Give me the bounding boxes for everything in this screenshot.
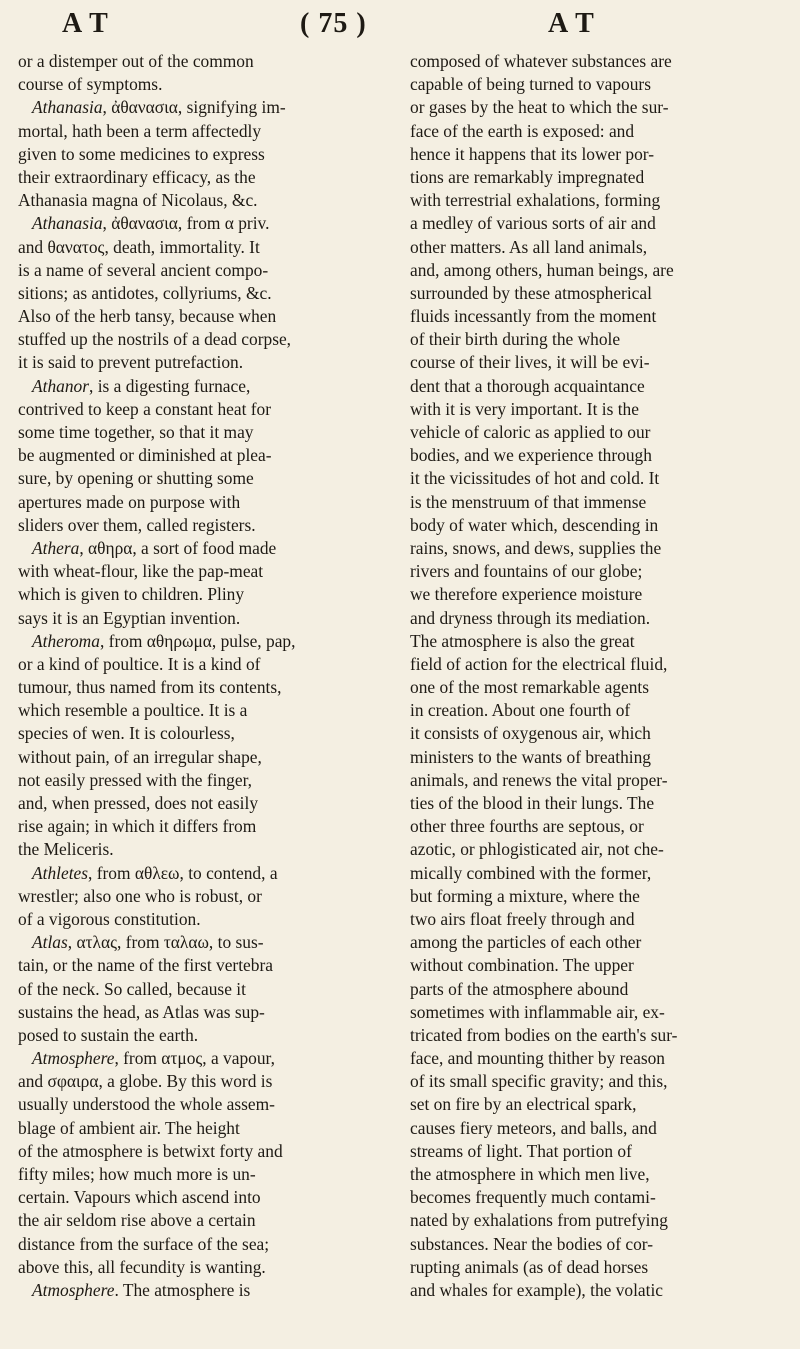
right-column-line: fluids incessantly from the moment bbox=[410, 306, 657, 327]
right-column-line: substances. Near the bodies of cor- bbox=[410, 1233, 654, 1254]
right-column-line: ties of the blood in their lungs. The bbox=[410, 793, 655, 813]
left-column-line: be augmented or diminished at plea- bbox=[18, 445, 272, 466]
left-column-line: and σφαιρα, a globe. By this word is bbox=[18, 1071, 273, 1092]
right-column-line: composed of whatever substances are bbox=[410, 51, 672, 71]
right-column-line: body of water which, descending in bbox=[410, 514, 659, 535]
left-column-line: wrestler; also one who is robust, or bbox=[18, 885, 262, 906]
left-column-line: Athletes, from αθλεω, to contend, a bbox=[32, 862, 278, 883]
left-column-line: and θανατος, death, immortality. It bbox=[18, 236, 260, 257]
right-column-line: and, among others, human beings, are bbox=[410, 259, 674, 280]
left-column-line: Athera, αθηρα, a sort of food made bbox=[32, 537, 277, 558]
right-column-line: azotic, or phlogisticated air, not che- bbox=[410, 839, 664, 860]
right-column-line: capable of being turned to vapours bbox=[410, 74, 651, 95]
right-column-line: one of the most remarkable agents bbox=[410, 677, 650, 698]
left-column-line: sitions; as antidotes, collyriums, &c. bbox=[18, 282, 272, 303]
left-column-line: which is given to children. Pliny bbox=[18, 584, 245, 605]
left-column-line: distance from the surface of the sea; bbox=[18, 1233, 270, 1254]
left-column-line: posed to sustain the earth. bbox=[18, 1024, 199, 1045]
left-column-line: sustains the head, as Atlas was sup- bbox=[18, 1001, 265, 1022]
left-column-line: and, when pressed, does not easily bbox=[18, 793, 259, 813]
left-column-line: contrived to keep a constant heat for bbox=[18, 398, 272, 419]
running-head-left: A T bbox=[62, 8, 109, 39]
left-column-line: with wheat-flour, like the pap-meat bbox=[18, 561, 264, 582]
right-column-line: parts of the atmosphere abound bbox=[410, 978, 629, 999]
left-column-line: fifty miles; how much more is un- bbox=[18, 1164, 256, 1184]
left-column-line: Athanor, is a digesting furnace, bbox=[32, 375, 251, 396]
right-column-line: two airs float freely through and bbox=[410, 908, 635, 929]
right-column-line: it consists of oxygenous air, which bbox=[410, 723, 651, 744]
running-head bbox=[0, 8, 800, 42]
right-column-line: course of their lives, it will be evi- bbox=[410, 352, 650, 373]
right-column-line: of their birth during the whole bbox=[410, 329, 621, 350]
left-column-line: Also of the herb tansy, because when bbox=[18, 306, 277, 327]
right-column-line: surrounded by these atmospherical bbox=[410, 282, 652, 303]
left-column-line: usually understood the whole assem- bbox=[18, 1094, 275, 1115]
right-column-line: vehicle of caloric as applied to our bbox=[410, 422, 651, 442]
left-column-line: sliders over them, called registers. bbox=[18, 514, 256, 535]
right-column-line: hence it happens that its lower por- bbox=[410, 143, 655, 164]
left-text-column bbox=[18, 50, 394, 1302]
left-column-line: Athanasia, ἀθανασια, from α priv. bbox=[32, 213, 270, 234]
right-column-line: ministers to the wants of breathing bbox=[410, 746, 652, 767]
left-column-line: Atlas, ατλας, from ταλαω, to sus- bbox=[32, 932, 264, 953]
right-column-line: animals, and renews the vital proper- bbox=[410, 769, 668, 790]
right-column-line: field of action for the electrical fluid, bbox=[410, 653, 668, 674]
right-column-line: mically combined with the former, bbox=[410, 862, 652, 883]
left-column-line: blage of ambient air. The height bbox=[18, 1117, 240, 1138]
right-column-line: and whales for example), the volatic bbox=[410, 1279, 664, 1300]
right-column-line: dent that a thorough acquaintance bbox=[410, 375, 645, 396]
left-column-line: some time together, so that it may bbox=[18, 422, 254, 442]
left-column-line: sure, by opening or shutting some bbox=[18, 468, 254, 489]
right-column-line: we therefore experience moisture bbox=[410, 584, 643, 605]
left-column-line: given to some medicines to express bbox=[18, 143, 265, 164]
right-column-line: the atmosphere in which men live, bbox=[410, 1164, 650, 1184]
right-column-line: bodies, and we experience through bbox=[410, 445, 652, 466]
right-column-line: rains, snows, and dews, supplies the bbox=[410, 537, 662, 558]
left-column-line: it is said to prevent putrefaction. bbox=[18, 352, 244, 373]
left-column-line: or a distemper out of the common bbox=[18, 51, 254, 71]
left-column-line: Athanasia magna of Nicolaus, &c. bbox=[18, 190, 258, 211]
right-column-line: is the menstruum of that immense bbox=[410, 491, 647, 512]
left-column-line: Atmosphere. The atmosphere is bbox=[32, 1279, 251, 1300]
right-column-line: The atmosphere is also the great bbox=[410, 630, 635, 651]
running-head-right: A T bbox=[548, 8, 595, 39]
left-column-line: certain. Vapours which ascend into bbox=[18, 1187, 261, 1208]
right-column-line: it the vicissitudes of hot and cold. It bbox=[410, 468, 660, 489]
left-column-line: the Meliceris. bbox=[18, 839, 114, 860]
left-column-line: tumour, thus named from its contents, bbox=[18, 677, 282, 698]
right-column-line: tions are remarkably impregnated bbox=[410, 166, 645, 187]
left-column-line: mortal, hath been a term affectedly bbox=[18, 120, 262, 141]
left-column-line: species of wen. It is colourless, bbox=[18, 723, 235, 744]
right-column-line: and dryness through its mediation. bbox=[410, 607, 651, 628]
right-column-line: set on fire by an electrical spark, bbox=[410, 1094, 637, 1115]
left-column-line: the air seldom rise above a certain bbox=[18, 1210, 256, 1231]
left-column-line: stuffed up the nostrils of a dead corpse, bbox=[18, 329, 292, 350]
left-column-line: rise again; in which it differs from bbox=[18, 816, 257, 837]
left-column-line: of the neck. So called, because it bbox=[18, 978, 246, 999]
right-text-column bbox=[410, 50, 786, 1302]
right-column-line: a medley of various sorts of air and bbox=[410, 213, 656, 234]
right-column-line: but forming a mixture, where the bbox=[410, 885, 640, 906]
left-column-line: apertures made on purpose with bbox=[18, 491, 241, 512]
right-column-line: other three fourths are septous, or bbox=[410, 816, 644, 837]
left-column-line: Athanasia, ἀθανασια, signifying im- bbox=[32, 97, 286, 118]
right-column-line: tricated from bodies on the earth's sur- bbox=[410, 1024, 678, 1045]
left-column-line: Atmosphere, from ατμος, a vapour, bbox=[32, 1048, 275, 1069]
left-column-line: of the atmosphere is betwixt forty and bbox=[18, 1140, 283, 1161]
right-column-line: with terrestrial exhalations, forming bbox=[410, 190, 661, 211]
right-column-line: sometimes with inflammable air, ex- bbox=[410, 1001, 665, 1022]
right-column-line: among the particles of each other bbox=[410, 932, 642, 953]
left-column-line: their extraordinary efficacy, as the bbox=[18, 166, 256, 187]
left-column-line: of a vigorous constitution. bbox=[18, 908, 201, 929]
right-column-line: causes fiery meteors, and balls, and bbox=[410, 1117, 657, 1138]
left-column-line: Atheroma, from αθηρωμα, pulse, pap, bbox=[32, 630, 296, 651]
right-column-line: other matters. As all land animals, bbox=[410, 236, 648, 257]
right-column-line: becomes frequently much contami- bbox=[410, 1187, 656, 1208]
right-column-line: nated by exhalations from putrefying bbox=[410, 1210, 668, 1231]
right-column-line: with it is very important. It is the bbox=[410, 398, 639, 419]
left-column-line: without pain, of an irregular shape, bbox=[18, 746, 262, 767]
left-column-line: tain, or the name of the first vertebra bbox=[18, 955, 273, 976]
left-column-line: is a name of several ancient compo- bbox=[18, 259, 269, 280]
right-column-line: rivers and fountains of our globe; bbox=[410, 561, 643, 582]
right-column-line: without combination. The upper bbox=[410, 955, 634, 976]
right-column-line: face of the earth is exposed: and bbox=[410, 120, 635, 141]
right-column-line: face, and mounting thither by reason bbox=[410, 1048, 665, 1069]
left-column-line: course of symptoms. bbox=[18, 74, 163, 95]
right-column-line: in creation. About one fourth of bbox=[410, 700, 631, 721]
left-column-line: or a kind of poultice. It is a kind of bbox=[18, 653, 261, 674]
left-column-line: says it is an Egyptian invention. bbox=[18, 607, 241, 628]
page-number: ( 75 ) bbox=[300, 8, 367, 39]
left-column-line: not easily pressed with the finger, bbox=[18, 769, 253, 790]
right-column-line: of its small specific gravity; and this, bbox=[410, 1071, 668, 1092]
right-column-line: or gases by the heat to which the sur- bbox=[410, 97, 669, 118]
right-column-line: streams of light. That portion of bbox=[410, 1140, 632, 1161]
right-column-line: rupting animals (as of dead horses bbox=[410, 1256, 649, 1277]
left-column-line: which resemble a poultice. It is a bbox=[18, 700, 248, 721]
left-column-line: above this, all fecundity is wanting. bbox=[18, 1256, 266, 1277]
